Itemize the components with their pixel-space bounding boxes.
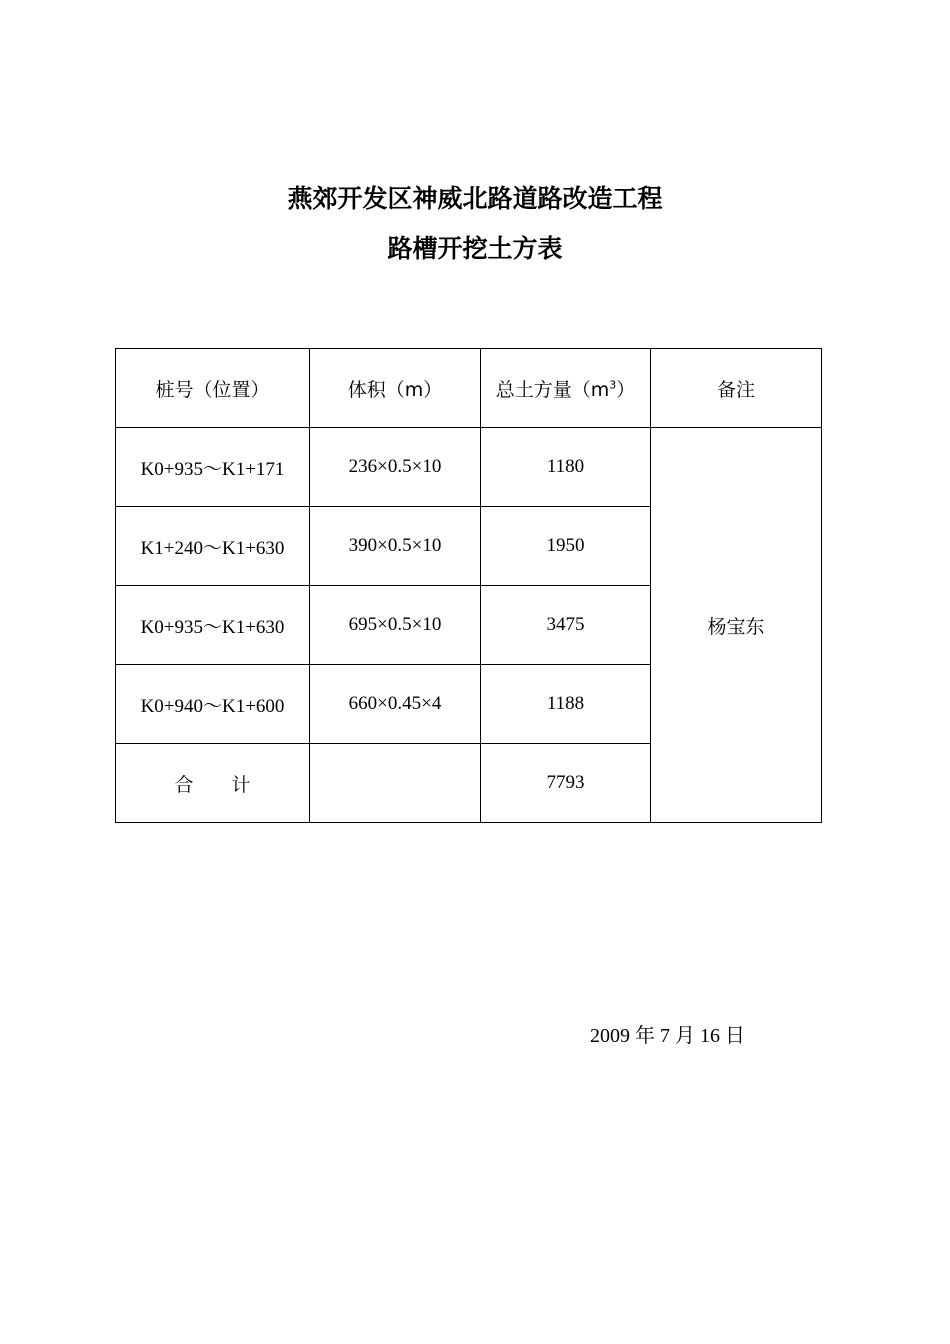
header-total	[481, 349, 651, 428]
total-label: 合 计	[116, 744, 310, 823]
header-station: 桩号（位置）	[116, 349, 310, 428]
cell-volume: 660×0.45×4	[310, 665, 481, 744]
cell-total: 3475	[481, 586, 651, 665]
cell-total: 1950	[481, 507, 651, 586]
cell-station: K0+935～K1+630	[116, 586, 310, 665]
document-title-line2: 路槽开挖土方表	[387, 234, 563, 263]
table-row	[116, 428, 822, 507]
cell-total: 1188	[481, 665, 651, 744]
header-volume: 体积（m）	[310, 349, 481, 428]
header-total-prefix: 总土方量（m	[495, 378, 610, 401]
cell-station: K0+935～K1+171	[116, 428, 310, 507]
earthwork-table	[115, 348, 822, 823]
total-volume	[310, 744, 481, 823]
cell-remark: 杨宝东	[651, 428, 822, 823]
cell-volume: 236×0.5×10	[310, 428, 481, 507]
total-value: 7793	[481, 744, 651, 823]
cell-station: K1+240～K1+630	[116, 507, 310, 586]
header-total-suffix: ）	[616, 378, 636, 401]
document-date: 2009 年 7 月 16 日	[590, 1025, 745, 1047]
document-title-line1: 燕郊开发区神威北路道路改造工程	[287, 184, 663, 213]
cell-volume: 695×0.5×10	[310, 586, 481, 665]
header-remark: 备注	[651, 349, 822, 428]
cell-volume: 390×0.5×10	[310, 507, 481, 586]
table-header-row	[116, 349, 822, 428]
cell-station: K0+940～K1+600	[116, 665, 310, 744]
cell-total: 1180	[481, 428, 651, 507]
header-total-superscript: 3	[609, 378, 617, 392]
